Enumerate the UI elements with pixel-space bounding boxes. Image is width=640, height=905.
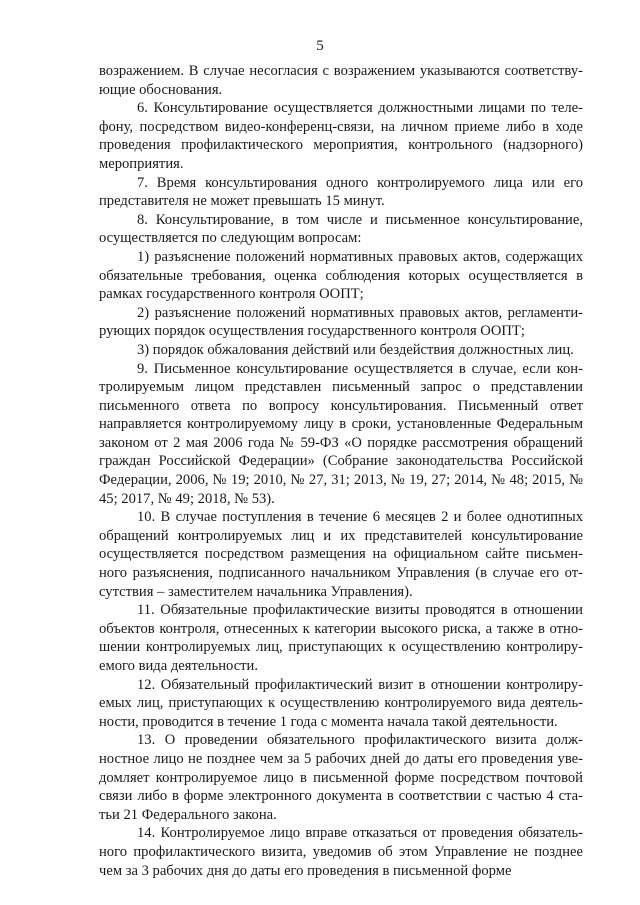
- paragraph-continuation: возражением. В случае несогласия с возражением указываются соответствующие обоснования.: [99, 63, 583, 98]
- paragraph-8-item-2: 2) разъяснение положений нормативных правовых актов, регламентирующих порядок осуществления государственного контроля ООПТ;: [99, 304, 583, 340]
- paragraph-11: 11. Обязательные профилактические визиты проводятся в отношении объектов контроля, отнесенных к категории высокого риска, а также в отношении контролируемых лиц, приступающих к осуществлению контролируемого вида деятельности.: [99, 602, 583, 674]
- document-body: [99, 62, 583, 880]
- paragraph-7: 7. Время консультирования одного контролируемого лица или его представителя не может превышать 15 минут.: [99, 174, 583, 210]
- paragraph-6: 6. Консультирование осуществляется должностными лицами по телефону, посредством видео-конференц-связи, на личном приеме либо в ходе проведения профилактического мероприятия, контрольного (надзорного) мероприятия.: [99, 100, 583, 172]
- paragraph-14: 14. Контролируемое лицо вправе отказаться от проведения обязательного профилактического визита, уведомив об этом Управление не позднее чем за 3 рабочих дня до даты его проведения в письменной форме: [99, 825, 583, 879]
- paragraph-8: 8. Консультирование, в том числе и письменное консультирование, осуществляется по следующим вопросам:: [99, 211, 583, 247]
- paragraph-9: 9. Письменное консультирование осуществляется в случае, если контролируемым лицом представлен письменный запрос о представлении письменного ответа по вопросу консультирования. Письменный ответ направляется контролируемому лицу в сроки, установленные Федеральным законом от 2 мая 2006 года № 59-ФЗ «О порядке рассмотрения обращений граждан Российской Федерации» (Собрание законодательства Российской Федерации, 2006, № 19; 2010, № 27, 31; 2013, № 19, 27; 2014, № 48; 2015, № 45; 2017, № 49; 2018, № 53).: [99, 360, 583, 507]
- paragraph-13: 13. О проведении обязательного профилактического визита должностное лицо не позднее чем за 5 рабочих дней до даты его проведения уведомляет контролируемое лицо в письменной форме посредством почтовой связи либо в форме электронного документа в соответствии с частью 4 статьи 21 Федерального закона.: [99, 732, 583, 823]
- page-number: 5: [316, 38, 324, 54]
- paragraph-8-item-3: 3) порядок обжалования действий или бездействия должностных лиц.: [137, 341, 574, 358]
- paragraph-12: 12. Обязательный профилактический визит в отношении контролируемых лиц, приступающих к осуществлению контролируемого вида деятельности, проводится в течение 1 года с момента начала такой деятельности.: [99, 676, 583, 730]
- paragraph-10: 10. В случае поступления в течение 6 месяцев 2 и более однотипных обращений контролируемых лиц и их представителей консультирование осуществляется посредством размещения на официальном сайте письменного разъяснения, подписанного начальником Управления (в случае его отсутствия – заместителем начальника Управления).: [99, 509, 583, 600]
- paragraph-8-item-1: 1) разъяснение положений нормативных правовых актов, содержащих обязательные требования, оценка соблюдения которых осуществляется в рамках государственного контроля ООПТ;: [99, 248, 583, 303]
